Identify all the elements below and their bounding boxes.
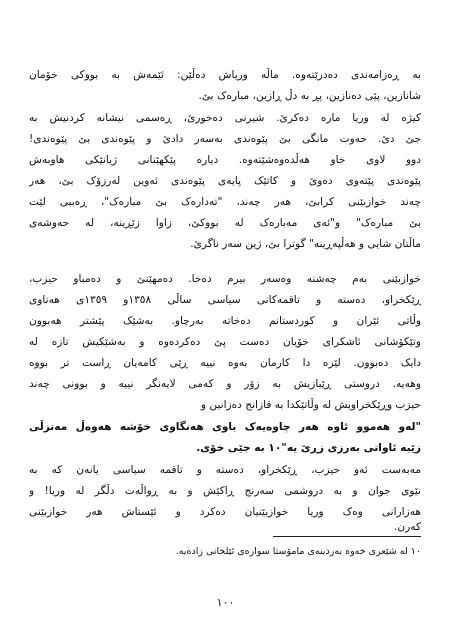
body-line: وڵاتی ئێران و کوردستانم دەخاتە بەرچاو. بەشێک پێشتر هەبوون: [29, 315, 421, 327]
quote-line: زێیە ئاواتی بەرزی زڕێ یە"١٠ بە جێی خۆی.: [196, 442, 421, 454]
footnote-separator: [273, 536, 421, 537]
body-line: حیزب وڕێکخراویش لە وڵاتێکدا بە قازانج دەزانین و: [200, 399, 421, 411]
body-line: دوو لاوی خاو هەڵدەوەشێتەوە. دیارە پێکهێنانی ژیانێکی هاوبەش: [29, 154, 421, 166]
body-line: ڕێکخراو، دەستە و تاقمەکانی سیاسی ساڵی ١٣٥٨و ١٣٥٩ی هەتاوی: [29, 294, 421, 306]
body-line: جێ دێ. حەوت مانگی بێ پێوەندی بەسەر دادێ و پێوەندی بێ پێوەندی!: [29, 133, 421, 145]
page-number: ١٠٠: [216, 596, 235, 609]
body-line: هەزارانی وەک وریا خوازبێنیان دەکرد و ئێستاش هەر خوازبێنی: [29, 506, 421, 518]
quote-line: "لەو هەموو ئاوە هەر چاوەیەک باوی هەنگاوی خۆشە هەوەڵ مەنزڵی: [29, 421, 421, 433]
body-line: دایک دەبوون. لێرە دا کارمان بەوە نییە ڕێی کامەیان ڕاست تر بووە: [29, 357, 421, 369]
body-line: خوازبێنی بەم چەشنە وەسەر بیرم دەخا. دەمهێنێ و دەمباو حیزب،: [29, 273, 421, 285]
body-line: شانازین، پێی دەنازین، پڕ بە دڵ ڕازین، مبارەک بێ.: [198, 90, 421, 102]
body-line: چەند خوازبێنی کرابێ، هەر چەند، "تەدارەک بێ مبارەک"، ڕەببی لێت: [29, 196, 421, 208]
body-line: مەبەست ئەو حیزب، ڕێکخراو، دەستە و تاقمە سیاسی یانەن کە بە: [29, 464, 421, 476]
body-line: بێ مبارەک" و"ئەی مەبارەک لە بووکێ، زاوا زێڕینە، لە حەوشەی: [29, 217, 421, 229]
footnote: ١٠ لە شێعری خەوە بەردینەی مامۆستا سوارەی ئێلخانی زادەیە.: [175, 546, 421, 557]
body-line: کیژە لە وریا مارە دەکرێ. شیرنی دەخورێ، ڕەسمی نیشانە کردنیش بە: [29, 112, 421, 124]
body-line: کەرن.: [394, 521, 421, 533]
body-line: ماڵتان شایی و هەڵپەڕینە" گوترا بێ، ژین سەر ناگرێ.: [190, 238, 421, 250]
body-line: پێوەندی پێتەوی دەوێ و کاتێک پایەی پێوەندی ئەوین لەرزۆک بێ، هەر: [29, 175, 421, 187]
body-line: وهەیە. دروستی ڕێبازیش بە زۆر و کەمی لایەنگر نییە و بوونی چەند: [29, 378, 421, 390]
body-line: بە ڕەزامەندی دەدرێتەوە. ماڵە وریاش دەڵێن: ئێمەش بە بووکی خۆمان: [29, 69, 421, 81]
body-line: وتێکۆشانی ئاشکرای خۆیان دەست پێ دەکردەوە و بەشێکیش تازە لە: [29, 336, 421, 348]
body-line: نێوی جوان و بە دروشمی سەرنج ڕاکێش و بە ڕواڵەت دڵگر لە وریا! و: [29, 485, 421, 497]
